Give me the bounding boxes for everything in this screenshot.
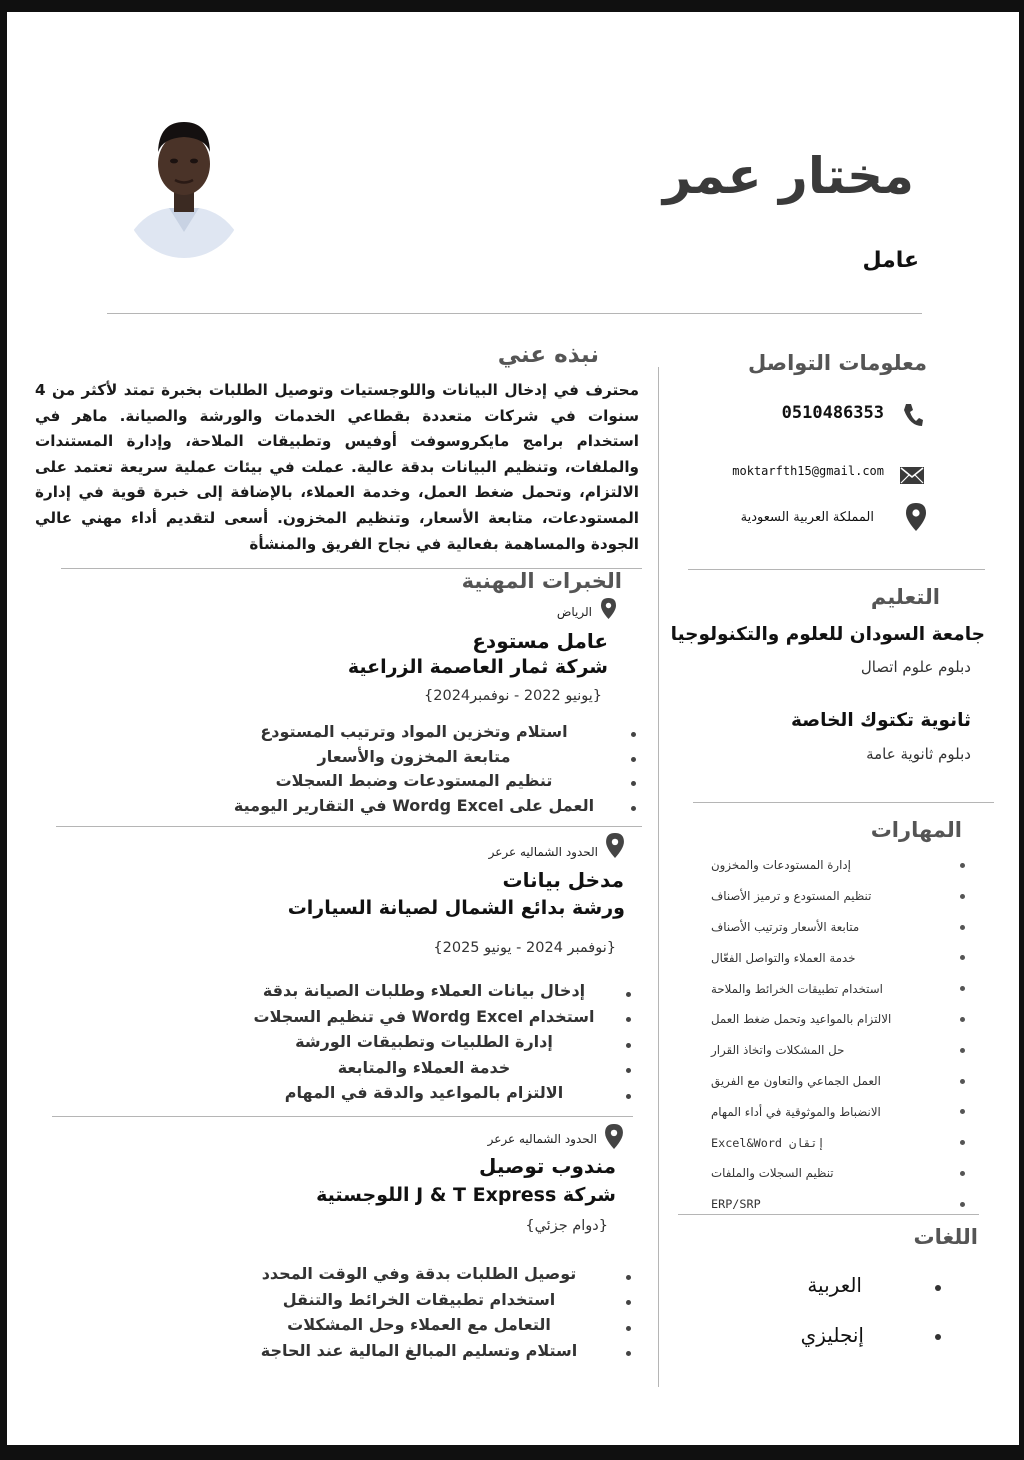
map-pin-icon: [906, 503, 926, 535]
duty-item: إدارة الطلبيات وتطبيقات الورشة: [229, 1032, 619, 1058]
skill-item: خدمة العملاء والتواصل الفعّال: [711, 942, 971, 973]
skill-item: تنظيم السجلات والملفات: [711, 1158, 971, 1189]
profile-photo: [125, 116, 243, 258]
email-address[interactable]: moktarfth15@gmail.com: [732, 464, 884, 478]
job-period: {دوام جزئي}: [525, 1218, 608, 1234]
skill-item: الالتزام بالمواعيد وتحمل ضغط العمل: [711, 1004, 971, 1035]
map-pin-icon: [606, 833, 624, 862]
job-company: شركة J & T Express اللوجستية: [316, 1184, 616, 1206]
job-role: عامل: [862, 248, 919, 273]
education-heading: التعليم: [870, 585, 940, 609]
envelope-icon: [900, 467, 924, 488]
duty-item: توصيل الطلبات بدقة وفي الوقت المحدد: [219, 1264, 619, 1290]
duty-item: استخدام Wordg Excel في تنظيم السجلات: [229, 1007, 619, 1033]
language-item: العربية: [807, 1273, 862, 1297]
skill-item: ERP/SRP: [711, 1189, 971, 1220]
duty-item: استخدام تطبيقات الخرائط والتنقل: [219, 1290, 619, 1316]
skill-item: استخدام تطبيقات الخرائط والملاحة: [711, 973, 971, 1004]
job-title: مندوب توصيل: [479, 1154, 616, 1178]
job-company: شركة ثمار العاصمة الزراعية: [347, 656, 608, 678]
education-divider: [693, 802, 994, 803]
job-duties: [229, 981, 619, 1109]
column-divider: [658, 367, 659, 1387]
education-degree: دبلوم ثانوية عامة: [866, 745, 971, 763]
duty-item: إدخال بيانات العملاء وطلبات الصيانة بدقة: [229, 981, 619, 1007]
duty-item: التعامل مع العملاء وحل المشكلات: [219, 1315, 619, 1341]
duty-item: متابعة المخزون والأسعار: [204, 747, 624, 772]
resume-page: [7, 12, 1019, 1445]
skills-heading: المهارات: [870, 818, 962, 842]
bullet: [935, 1285, 941, 1291]
job-title: عامل مستودع: [472, 629, 608, 653]
contact-heading: معلومات التواصل: [748, 351, 927, 375]
skill-item: متابعة الأسعار وترتيب الأصناف: [711, 912, 971, 943]
phone-row: [782, 403, 884, 423]
header-divider: [107, 313, 922, 314]
contact-divider: [688, 569, 985, 570]
skill-item: تنظيم المستودع و ترميز الأصناف: [711, 881, 971, 912]
phone-number[interactable]: 0510486353: [781, 403, 884, 423]
languages-heading: اللغات: [913, 1225, 978, 1249]
duty-item: استلام وتخزين المواد وترتيب المستودع: [204, 722, 624, 747]
duty-item: تنظيم المستودعات وضبط السجلات: [204, 771, 624, 796]
skills-list: [711, 850, 971, 1220]
job-location: الحدود الشماليه عرعر: [488, 845, 598, 859]
education-school: ثانوية تكتوك الخاصة: [791, 710, 971, 731]
job-divider: [52, 1116, 633, 1117]
language-item: إنجليزي: [800, 1323, 864, 1347]
job-duties: [204, 722, 624, 820]
job-company: ورشة بدائع الشمال لصيانة السيارات: [287, 897, 625, 919]
job-title: مدخل بيانات: [502, 868, 624, 892]
map-pin-icon: [605, 1124, 623, 1153]
education-school: جامعة السودان للعلوم والتكنولوجيا: [670, 624, 985, 645]
job-period: {نوفمبر 2024 - يونيو 2025}: [433, 940, 616, 956]
email-row: [732, 464, 884, 478]
skill-item: الانضباط والموثوقية في أداء المهام: [711, 1096, 971, 1127]
location-row: [741, 510, 874, 525]
job-divider: [56, 826, 642, 827]
bullet: [935, 1334, 941, 1340]
duty-item: العمل على Wordg Excel في التقارير اليومية: [204, 796, 624, 821]
skills-divider: [678, 1214, 979, 1215]
job-location: الرياض: [556, 605, 592, 619]
job-location: الحدود الشماليه عرعر: [487, 1132, 597, 1146]
about-text: محترف في إدخال البيانات واللوجستيات وتوصيل الطلبات بخبرة تمتد لأكثر من 4 سنوات في شركات متعددة بقطاعي الخدمات والورشة والصيانة. ماهر في استخدام برامج مايكروسوفت أوفيس وتطبيقات الملاحة، وإدارة المستندات والملفات، وتنظيم البيانات بدقة عالية. عملت في بيئات عملية سريعة تعتمد على الالتزام، وتحمل ضغط العمل، وخدمة العملاء، بالإضافة إلى خبرة قوية في إدارة المستودعات، متابعة الأسعار، وتنظيم المخزون. أسعى لتقديم أداء مهني عالي الجودة والمساهمة بفعالية في نجاح الفريق والمنشأة: [35, 381, 639, 553]
phone-icon: [902, 402, 924, 432]
full-name: مختار عمر: [662, 147, 914, 205]
skill-item: حل المشكلات واتخاذ القرار: [711, 1035, 971, 1066]
skill-item: العمل الجماعي والتعاون مع الفريق: [711, 1066, 971, 1097]
location-text: المملكة العربية السعودية: [740, 510, 874, 525]
map-pin-icon: [601, 598, 616, 623]
education-degree: دبلوم علوم اتصال: [860, 658, 971, 676]
duty-item: استلام وتسليم المبالغ المالية عند الحاجة: [219, 1341, 619, 1367]
job-period: {يونيو 2022 - نوفمبر2024}: [424, 688, 602, 704]
skill-item: إدارة المستودعات والمخزون: [711, 850, 971, 881]
about-heading: نبذه عني: [497, 342, 599, 368]
duty-item: الالتزام بالمواعيد والدقة في المهام: [229, 1083, 619, 1109]
job-duties: [219, 1264, 619, 1366]
duty-item: خدمة العملاء والمتابعة: [229, 1058, 619, 1084]
skill-item: إتقان Excel&Word: [711, 1127, 971, 1158]
experience-heading: الخبرات المهنية: [461, 569, 622, 593]
